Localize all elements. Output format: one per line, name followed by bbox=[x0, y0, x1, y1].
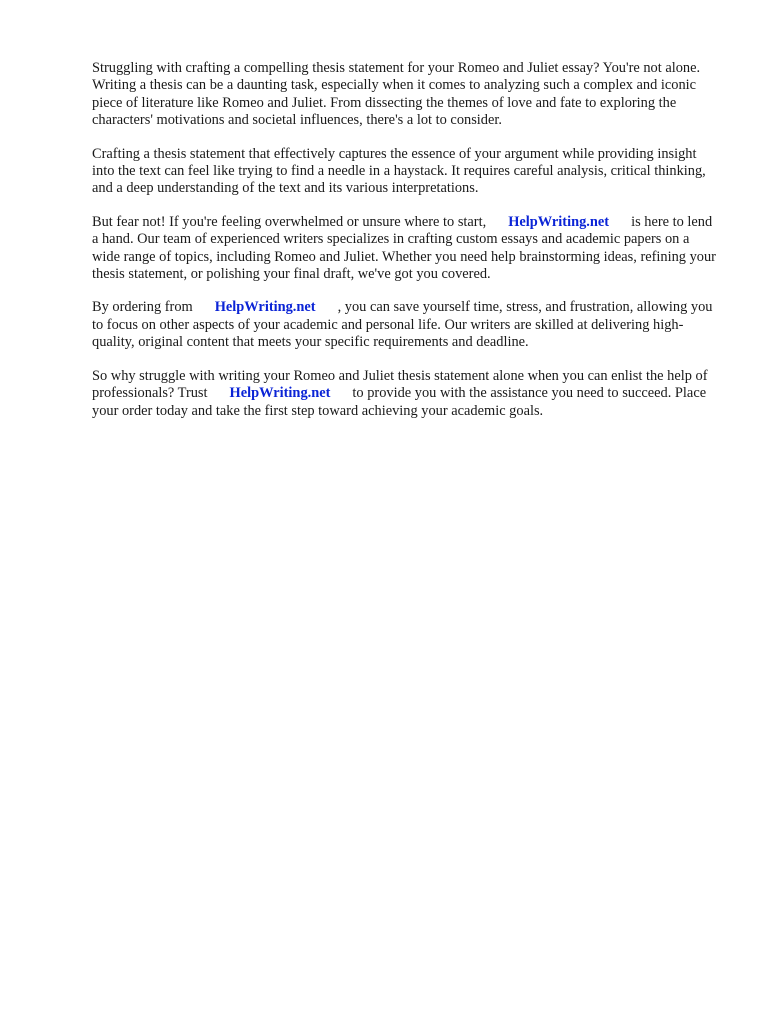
helpwriting-link[interactable]: HelpWriting.net bbox=[214, 299, 316, 316]
paragraph-intro bbox=[92, 60, 718, 130]
helpwriting-link[interactable]: HelpWriting.net bbox=[229, 385, 331, 402]
paragraph-ordering-text-after: , you can save yourself time, stress, and frustration, allowing you to focus on other aspects of your academic and personal life. Our writers are skilled at delivering high-quality, original content that meets your specific requirements and deadline. bbox=[92, 299, 713, 351]
paragraph-help-text-before: But fear not! If you're feeling overwhelmed or unsure where to start, bbox=[92, 213, 487, 230]
helpwriting-link[interactable]: HelpWriting.net bbox=[508, 213, 610, 230]
document-page bbox=[92, 60, 718, 436]
paragraph-help bbox=[92, 214, 718, 284]
paragraph-closing bbox=[92, 368, 718, 420]
paragraph-help-text-after: is here to lend a hand. Our team of experienced writers specializes in crafting custom essays and academic papers on a wide range of topics, including Romeo and Juliet. Whether you need help brainstorming ideas, refining your thesis statement, or polishing your final draft, we've got you covered. bbox=[92, 213, 716, 283]
paragraph-closing-text-after: to provide you with the assistance you need to succeed. Place your order today and take the first step toward achieving your academic goals. bbox=[92, 385, 707, 419]
paragraph-thesis-text: Crafting a thesis statement that effectively captures the essence of your argument while providing insight into the text can feel like trying to find a needle in a haystack. It requires careful analysis, critical thinking, and a deep understanding of the text and its various interpretations. bbox=[92, 145, 706, 197]
paragraph-intro-text: Struggling with crafting a compelling thesis statement for your Romeo and Juliet essay? You're not alone. Writing a thesis can be a daunting task, especially when it comes to analyzing such a complex and iconic piece of literature like Romeo and Juliet. From dissecting the themes of love and fate to exploring the characters' motivations and societal influences, there's a lot to consider. bbox=[92, 60, 701, 129]
paragraph-ordering-text-before: By ordering from bbox=[92, 299, 193, 316]
paragraph-closing-text-before: So why struggle with writing your Romeo and Juliet thesis statement alone when you can enlist the help of professionals? Trust bbox=[92, 367, 708, 402]
paragraph-thesis bbox=[92, 146, 718, 198]
paragraph-ordering bbox=[92, 299, 718, 351]
